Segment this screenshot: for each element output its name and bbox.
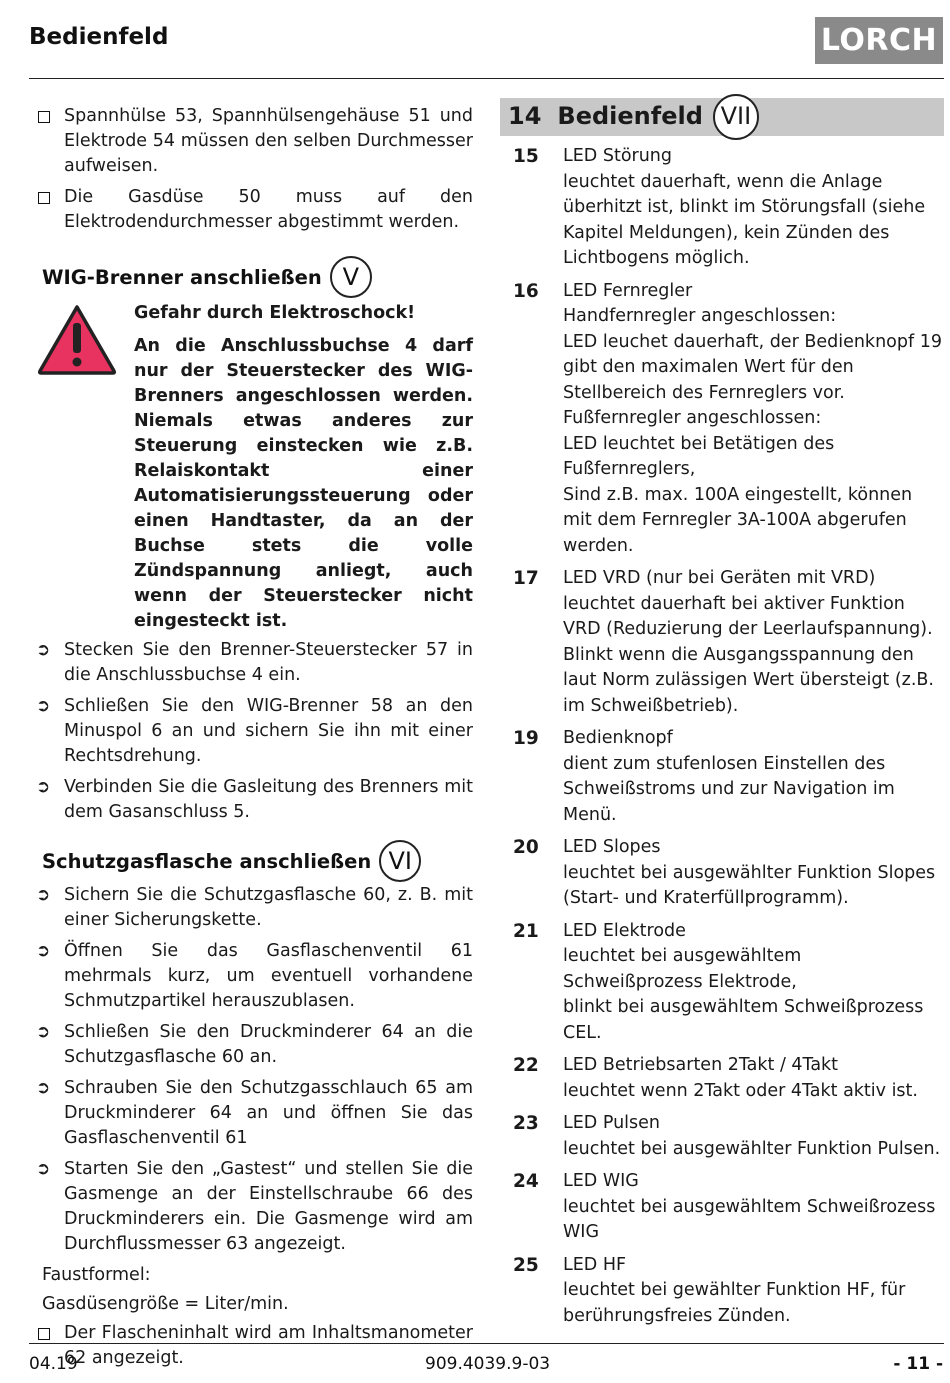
item-description: leuchtet wenn 2Takt oder 4Takt aktiv ist.	[563, 1080, 918, 1101]
list-item	[500, 566, 944, 719]
arrow-right-icon: ➲	[36, 777, 51, 797]
figure-ref-roman: VI	[379, 840, 421, 882]
item-description: leuchtet bei gewählter Funktion HF, für berührungsfreies Zünden.	[563, 1280, 906, 1326]
item-number: 19	[513, 728, 539, 749]
warning-box	[36, 301, 473, 634]
arrow-right-icon: ➲	[36, 885, 51, 905]
footer-date: 04.19	[29, 1354, 78, 1374]
lorch-logo: LORCH	[815, 17, 943, 64]
formula-text: Gasdüsengröße = Liter/min.	[42, 1294, 289, 1314]
arrow-right-icon: ➲	[36, 1159, 51, 1179]
item-label: LED Elektrode	[563, 920, 686, 941]
arrow-right-icon: ➲	[36, 1078, 51, 1098]
item-number: 15	[513, 146, 539, 167]
item-label: LED Betriebsarten 2Takt / 4Takt	[563, 1055, 839, 1075]
list-item: ➲ Schließen Sie den WIG-Brenner 58 an den Minuspol 6 an und sichern Sie ihn mit einer Rechtsdrehung.	[36, 696, 473, 766]
item-description: leuchtet bei ausgewählter Funktion Slopes (Start- und Kraterfüllprogramm).	[563, 862, 936, 908]
item-number: 23	[513, 1113, 539, 1134]
list-item	[500, 144, 944, 272]
item-description: leuchtet bei ausgewählter Funktion Pulsen.	[563, 1138, 941, 1159]
warning-text: An die Anschlussbuchse 4 darf nur der Steuerstecker des WIG-Brenners angeschlossen werden. Niemals etwas anderes zur Steuerung einstecken wie z.B. Relaiskontakt einer Automatisierungssteuerung oder einen Handtaster, da an der Buchse stets die volle Zündspannung anliegt, auch wenn der Steuerstecker nicht eingesteckt ist.	[134, 336, 473, 631]
list-item	[500, 919, 944, 1047]
item-label: LED HF	[563, 1254, 627, 1275]
item-number: 24	[513, 1171, 539, 1192]
arrow-right-icon: ➲	[36, 941, 51, 961]
list-item	[500, 279, 944, 560]
footer-divider	[29, 1343, 944, 1344]
figure-ref-roman: VII	[713, 94, 759, 140]
list-item	[500, 835, 944, 912]
item-description: leuchtet bei ausgewähltem Schweißrozess WIG	[563, 1196, 936, 1242]
list-item	[500, 1253, 944, 1330]
checkbox-icon	[38, 1328, 50, 1340]
list-item: ➲ Verbinden Sie die Gasleitung des Brenners mit dem Gasanschluss 5.	[36, 777, 473, 822]
item-number: 21	[513, 920, 539, 942]
section-title: Bedienfeld	[557, 102, 703, 131]
left-column	[36, 104, 473, 1377]
item-description: LED leuchtet bei Betätigen des Fußfernreglers,	[563, 433, 835, 479]
list-item	[500, 726, 944, 828]
list-item	[500, 1169, 944, 1246]
item-description: dient zum stufenlosen Einstellen des Schweißstroms und zur Navigation im Menü.	[563, 753, 895, 825]
item-number: 16	[513, 280, 539, 302]
page-header-title: Bedienfeld	[29, 24, 169, 50]
item-description: blinkt bei ausgewähltem Schweißprozess CEL.	[563, 997, 924, 1043]
formula-label: Faustformel:	[42, 1265, 151, 1285]
list-item: ➲ Starten Sie den „Gastest“ und stellen Sie die Gasmenge an der Einstellschraube 66 des Druckminderers ein. Die Gasmenge wird am Durchflussmesser 63 angezeigt.	[36, 1159, 473, 1254]
section-heading-bar	[500, 98, 944, 136]
item-label: LED VRD (nur bei Geräten mit VRD)	[563, 568, 876, 588]
item-description: leuchtet bei ausgewähltem Schweißprozess Elektrode,	[563, 946, 802, 992]
footer-page-number: - 11 -	[893, 1354, 943, 1374]
warning-triangle-icon	[36, 303, 118, 385]
item-description: Fußfernregler angeschlossen:	[563, 408, 822, 428]
item-number: 17	[513, 568, 539, 589]
item-description: LED leuchet dauerhaft, der Bedienknopf 19 gibt den maximalen Wert für den Stellbereich des Fernreglers vor.	[563, 331, 942, 403]
list-item: ➲ Stecken Sie den Brenner-Steuerstecker 57 in die Anschlussbuchse 4 ein.	[36, 640, 473, 685]
warning-title: Gefahr durch Elektroschock!	[134, 303, 416, 323]
control-panel-list	[500, 144, 944, 1329]
gas-section-heading: Schutzgasflasche anschließen VI	[42, 839, 473, 883]
list-item: ➲ Öffnen Sie das Gasflaschenventil 61 mehrmals kurz, um eventuell vorhandene Schmutzpartikel herauszublasen.	[36, 941, 473, 1011]
item-number: 25	[513, 1254, 539, 1276]
item-label: Bedienknopf	[563, 728, 673, 748]
list-item: ➲ Sichern Sie die Schutzgasflasche 60, z. B. mit einer Sicherungskette.	[36, 885, 473, 930]
figure-ref-roman: V	[330, 256, 372, 298]
item-number: 20	[513, 837, 539, 858]
item-label: LED WIG	[563, 1171, 639, 1191]
checkbox-icon	[38, 192, 50, 204]
list-item	[500, 1111, 944, 1162]
arrow-right-icon: ➲	[36, 640, 51, 660]
list-item: ➲ Schließen Sie den Druckminderer 64 an die Schutzgasflasche 60 an.	[36, 1022, 473, 1067]
list-item	[500, 1053, 944, 1104]
list-item: ➲ Schrauben Sie den Schutzgasschlauch 65 am Druckminderer 64 an und öffnen Sie das Gasflaschenventil 61	[36, 1078, 473, 1148]
item-label: LED Pulsen	[563, 1113, 661, 1133]
item-description: Handfernregler angeschlossen:	[563, 306, 837, 326]
header-divider	[29, 78, 944, 79]
item-description: Sind z.B. max. 100A eingestellt, können mit dem Fernregler 3A-100A abgerufen werden.	[563, 484, 913, 556]
item-label: LED Slopes	[563, 837, 661, 857]
item-number: 22	[513, 1055, 539, 1076]
item-label: LED Fernregler	[563, 280, 693, 301]
arrow-right-icon: ➲	[36, 1022, 51, 1042]
list-item: Die Gasdüse 50 muss auf den Elektrodendurchmesser abgestimmt werden.	[36, 185, 473, 235]
item-description: leuchtet dauerhaft bei aktiver Funktion VRD (Reduzierung der Leerlaufspannung). Blinkt wenn die Ausgangsspannung den laut Norm zulässigen Wert übersteigt (z.B. im Schweißbetrieb).	[563, 593, 934, 716]
item-description: leuchtet dauerhaft, wenn die Anlage überhitzt ist, blinkt im Störungsfall (siehe Kapitel Meldungen), kein Zünden des Lichtbogens möglich.	[563, 171, 926, 268]
wig-section-heading: WIG-Brenner anschließen V	[42, 255, 473, 299]
list-item: Der Flascheninhalt wird am Inhaltsmanometer 62 angezeigt.	[36, 1321, 473, 1371]
item-label: LED Störung	[563, 146, 673, 166]
arrow-right-icon: ➲	[36, 696, 51, 716]
checkbox-icon	[38, 111, 50, 123]
footer-doc-number: 909.4039.9-03	[425, 1354, 551, 1374]
section-number: 14	[508, 102, 542, 131]
list-item: Spannhülse 53, Spannhülsengehäuse 51 und Elektrode 54 müssen den selben Durchmesser aufweisen.	[36, 104, 473, 179]
right-column	[500, 98, 944, 1336]
